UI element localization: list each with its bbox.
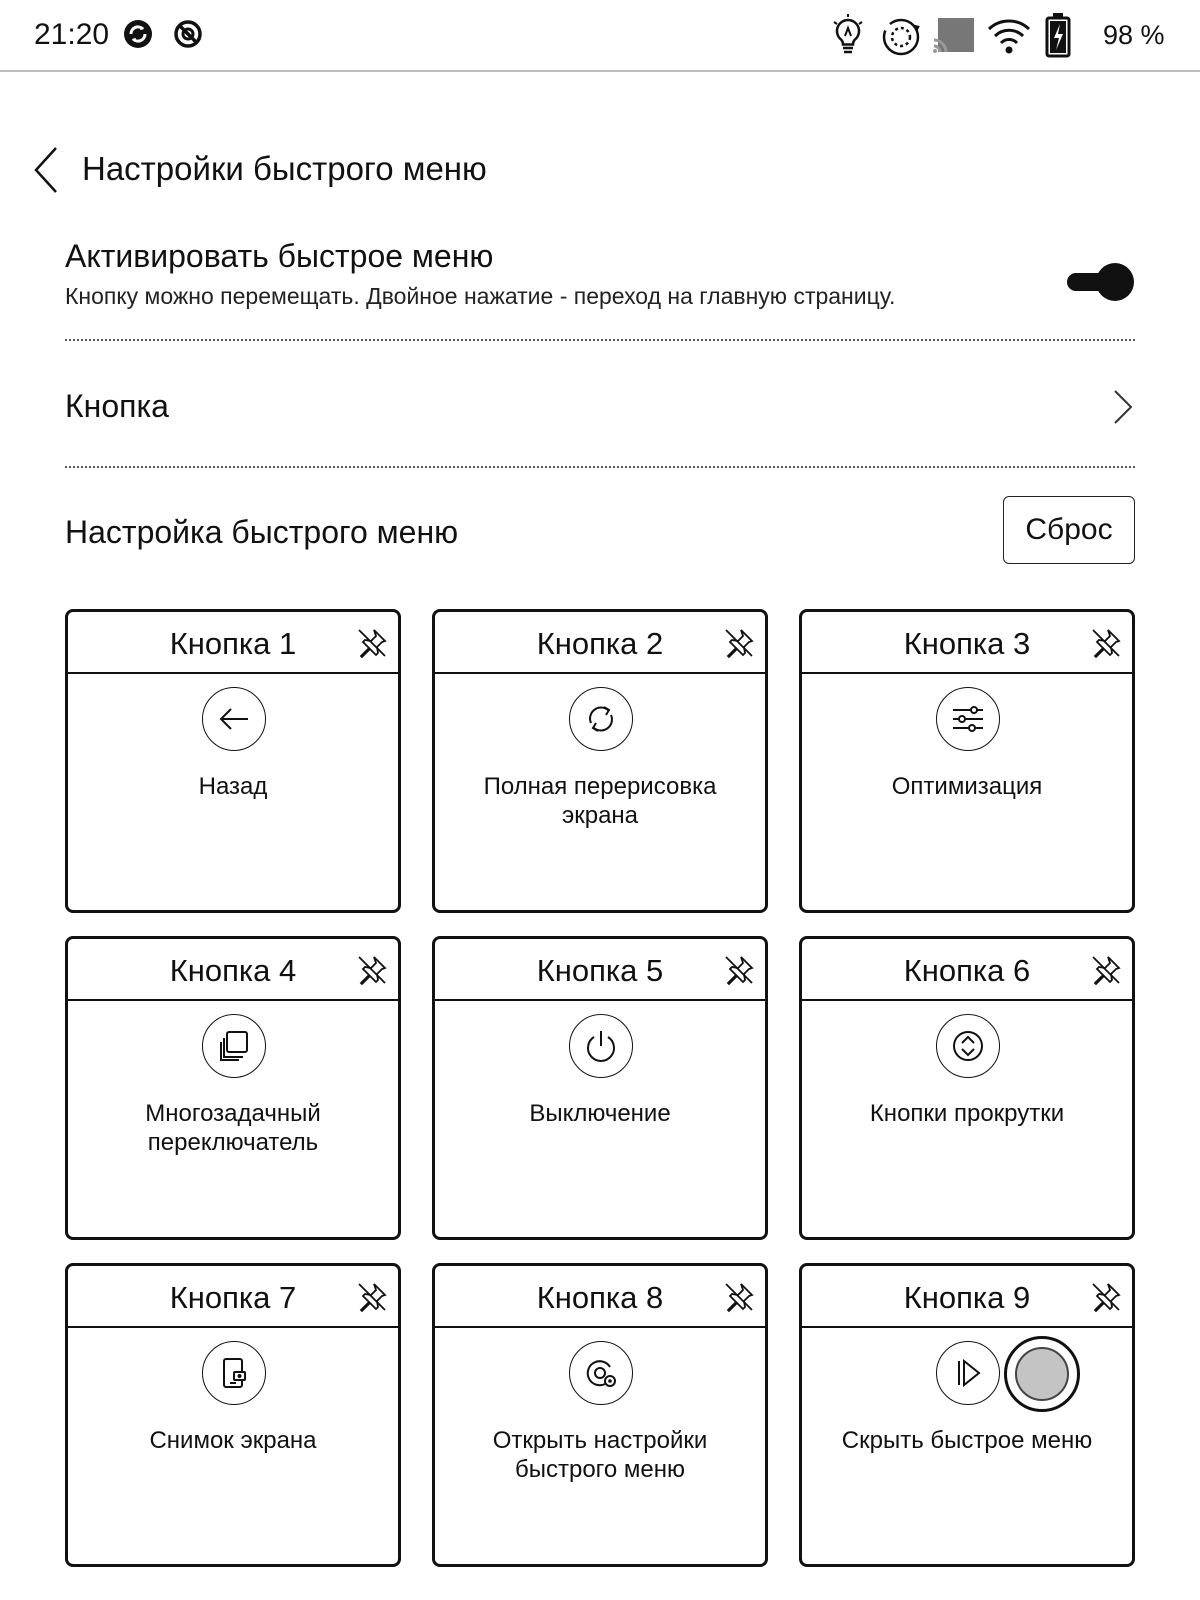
scroll-icon [936, 1014, 1000, 1078]
multitask-icon [202, 1014, 266, 1078]
power-icon [569, 1014, 633, 1078]
quick-menu-tile-4[interactable] [65, 936, 401, 1240]
sliders-icon [936, 687, 1000, 751]
activate-setting [65, 238, 1135, 318]
button-row-label: Кнопка [65, 388, 169, 424]
tile-label: Выключение [529, 1100, 671, 1127]
activate-subtitle: Кнопку можно перемещать. Двойное нажатие - переход на главную страницу. [65, 283, 896, 309]
arrow-left-icon [202, 687, 266, 751]
frontlight-icon [830, 14, 866, 56]
pin-icon[interactable] [1090, 1281, 1122, 1313]
reset-button[interactable]: Сброс [1003, 496, 1135, 564]
tile-name: Кнопка 9 [903, 1280, 1031, 1315]
quick-menu-tile-3[interactable] [799, 609, 1135, 913]
tile-name: Кнопка 7 [169, 1280, 297, 1315]
tile-header [435, 612, 765, 674]
page-header [0, 130, 1200, 210]
button-settings-row[interactable] [65, 368, 1135, 444]
tile-label: Скрыть быстрое меню [841, 1427, 1093, 1454]
floating-quick-menu-button[interactable] [1004, 1336, 1080, 1412]
refresh-mode-icon [880, 16, 922, 58]
tile-label: Полная перерисовка экрана [483, 773, 717, 829]
tile-header [435, 939, 765, 1001]
pin-icon[interactable] [356, 627, 388, 659]
quick-menu-config-title: Настройка быстрого меню [65, 514, 459, 550]
tile-label: Кнопки прокрутки [869, 1100, 1065, 1127]
tile-name: Кнопка 8 [536, 1280, 664, 1315]
divider [65, 339, 1135, 341]
quick-menu-tile-1[interactable] [65, 609, 401, 913]
status-bar [0, 0, 1200, 72]
page-title: Настройки быстрого меню [82, 150, 487, 187]
tile-header [68, 1266, 398, 1328]
activate-toggle[interactable] [1065, 262, 1135, 302]
quick-menu-tile-2[interactable] [432, 609, 768, 913]
quick-menu-tile-8[interactable] [432, 1263, 768, 1567]
do-not-disturb-icon [172, 18, 204, 50]
tile-label: Открыть настройки быстрого меню [492, 1427, 708, 1483]
quick-menu-tile-7[interactable] [65, 1263, 401, 1567]
pin-icon[interactable] [356, 954, 388, 986]
tile-header [435, 1266, 765, 1328]
tile-label: Снимок экрана [149, 1427, 317, 1454]
tile-name: Кнопка 4 [169, 953, 297, 988]
activate-title: Активировать быстрое меню [65, 238, 494, 274]
screenshot-icon [202, 1341, 266, 1405]
settings-icon [569, 1341, 633, 1405]
cast-icon [932, 16, 976, 56]
tile-label: Оптимизация [891, 773, 1043, 800]
tile-name: Кнопка 2 [536, 626, 664, 661]
battery-charging-icon [1044, 12, 1072, 58]
pin-icon[interactable] [723, 1281, 755, 1313]
tile-header [802, 1266, 1132, 1328]
tile-header [802, 939, 1132, 1001]
wifi-icon [986, 16, 1032, 56]
sync-icon [122, 18, 154, 50]
tile-name: Кнопка 6 [903, 953, 1031, 988]
tile-label: Назад [198, 773, 268, 800]
pin-icon[interactable] [723, 627, 755, 659]
tile-header [68, 612, 398, 674]
quick-menu-tile-5[interactable] [432, 936, 768, 1240]
tile-name: Кнопка 5 [536, 953, 664, 988]
status-time: 21:20 [34, 18, 110, 51]
pin-icon[interactable] [356, 1281, 388, 1313]
chevron-right-icon [1111, 388, 1135, 426]
quick-menu-tile-6[interactable] [799, 936, 1135, 1240]
back-chevron-icon[interactable] [26, 142, 66, 198]
quick-menu-tile-9[interactable] [799, 1263, 1135, 1567]
pin-icon[interactable] [723, 954, 755, 986]
tile-header [68, 939, 398, 1001]
pin-icon[interactable] [1090, 954, 1122, 986]
tile-name: Кнопка 1 [169, 626, 297, 661]
hide-menu-icon [936, 1341, 1000, 1405]
divider [65, 466, 1135, 468]
tile-label: Многозадачный переключатель [145, 1100, 321, 1156]
pin-icon[interactable] [1090, 627, 1122, 659]
tile-header [802, 612, 1132, 674]
battery-percent: 98 % [1103, 20, 1165, 50]
quick-menu-grid [65, 609, 1135, 1585]
tile-name: Кнопка 3 [903, 626, 1031, 661]
refresh-icon [569, 687, 633, 751]
